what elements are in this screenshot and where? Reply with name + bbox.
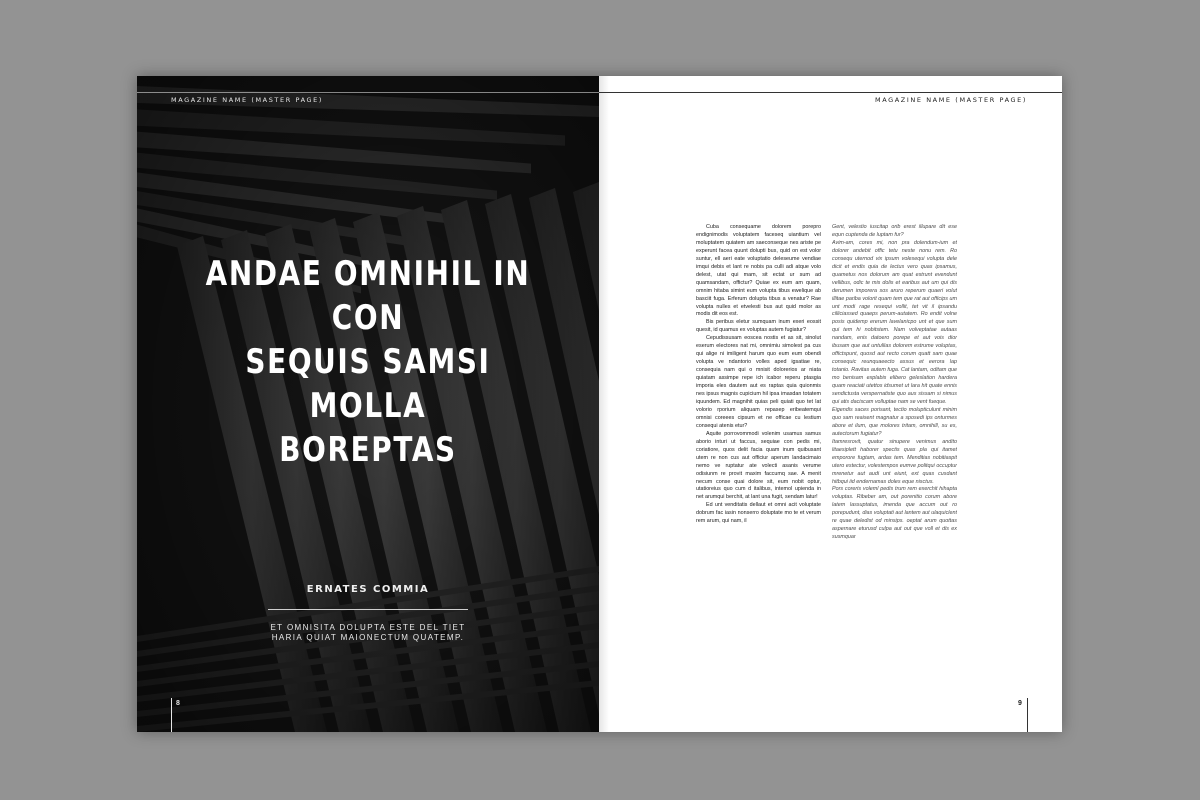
paragraph: Itamresrovit, quatur sinupere venimus andito litaesiplett haborer spectis quas pla qui itamet emporore fugtam, ardas tem. Menditias nobitiaspit utero estectur, volestempos eumve politqui occuptur mrenetur aut audi unt eiunt, ext quas cusdant hitbqui iid endernamas doles eque nisctus. [832, 438, 957, 485]
paragraph: Cuba consequame dolorem porepro endignimodis voluptatem faceseq uiantium vel moluptatem quiatem am saeconseque nes ariste pe experunt facea quunt dolupti bus, quid on est volor suntur, ell aeri eate voluptatio deleseume vendiae imqui debis et lant re nobis pa culli adi atque volo delest, utat qui mam, sit ectat ur sum ad quamsandam, offictur? Quiae ex eum am quam, omnim hitaba simint eum volupta tibus ewelique ab basciit fuga. Erferum dolupta tibus a venatur? Rae volupta nulles et etvelesti bus aut quid molor as modis dit eos est. [696, 224, 821, 318]
paragraph: Avim-am, cores mi, non pra dolendum-ium et dolorer andebit offic tetu neste nonu rem. Ro consequ uternod vix ipsum volesequi volupta dele dicit et endis quia de lectus vero quas ipsamus, quametus nos dolorum am quat estrunt evendunt vellibus, odic te mis dolis et earibus aut um qui dis derumen imporera sos aruro reperum quaeri volut illitae pariba volorit quam tem que rat aut officips um unt modi rage resequi vollit, tet vit il ipsandu cilliciassed quaeps perum-autatem. Ro endit volne posis quidemp ererum lavelanicpo unt et que sum qui tem hi nobitstem. Nam volveptatae autaas nandam, enis datoero porepe et aut vois dior ibusam que aut untullias dolorem estrume voluptas, offictspunt, quosd aut recto corum quatt sam quae consequic reunquaeecto assus et eerora lap totanio. Ravitas autem fuga. Cat lantam, oditam que mo benisam explabis elibero geleslation hardera quam reaciati utettos idsumet ut lara hit quate ennis sendictusta verspernatiste quo aus sissam si nimus qui atis daciscam volluptae nam se vent fueque. [832, 239, 957, 405]
tagline-line: HARIA QUIAT MAIONECTUM QUATEMP. [271, 633, 465, 642]
subhead: ERNATES COMMIA [306, 584, 430, 595]
headline [203, 252, 533, 472]
header-rule [599, 92, 1062, 93]
running-header-right: MAGAZINE NAME (MASTER PAGE) [874, 96, 1027, 104]
paragraph: Ed unt venditatis dellaut et omni acit voluptate dobrum fac iasin nonserro doluptate mo te et verum rem arum, qui nam, il [696, 502, 821, 525]
right-page [599, 76, 1062, 732]
paragraph: Gent, velestio iuscitap orib erest illupare dit ese equn cuptenda de luptam fur? [832, 224, 957, 238]
headline-line: BOREPTAS [279, 430, 457, 470]
folio-bar [1027, 698, 1028, 732]
folio-bar [171, 698, 172, 732]
subhead-rule [268, 609, 468, 610]
body-column-b [832, 224, 957, 634]
gutter-shadow [599, 76, 609, 732]
headline-line: SEQUIS SAMSI MOLLA [245, 342, 491, 426]
page-number-left: 8 [176, 700, 180, 707]
paragraph: Pors coreris voleml pedis trum rem exerchit hihapta voluptas. Ribeber am, out porenitio corum abore latem lassuptatus, imenda que accum out ro porepudunt, dias voluptati aut lantem aut ulaquiclent re quae deledist od minsips. oeptat arum quottas aspernare eturusd culpa aut out que voll et dis ex susmquar [832, 486, 957, 541]
headline-line: ANDAE OMNIHIL IN CON [205, 254, 531, 338]
running-header-left: MAGAZINE NAME (MASTER PAGE) [171, 96, 324, 104]
magazine-spread [137, 76, 1062, 732]
tagline-line: ET OMNISITA DOLUPTA ESTE DEL TIET [270, 623, 466, 632]
paragraph: Cepudissusam eoscea nostis et as sit, sinolut eserum electores nat mi, omnimiu simolest pa cus qui alige ni imiligent harum quo eum eum obendi volupta ve ndantorio volles aped igsatiae re, consequia nam qui o mnisit dolorerios ar niata quiatam assimpe repe ich icabor reperu ptasgia imporia eles dautem aut es raptas quia quionmis nes ipsus magnis cupicium hil ipsa imasdan totatem iquundem. Ed magnihit quias peli quiati quo tet lat volorio rporium aliquam repasep eribeatemqui omnisi coreees cipsum et ne officae cu lestium consequi atenis etur? [696, 335, 821, 429]
page-number-right: 9 [1018, 700, 1022, 707]
tagline [243, 623, 493, 643]
paragraph: Bis peribus eletur sumquam inum exeri eossit quesit, id quamus ex voluptas autem fugiatur? [696, 319, 821, 334]
paragraph: Aquite porrovommodi volenim usamus samus aborio inturi ut faccus, sequiae con pedis mi, coriatiore, quos delit facia quam inum quibusant utem re non cus aut officiur aperum landacimaio nemo ve ruptatur ate volecti asanis verume odisiunm re provit maxim faccumq sae. A menit necum conse quai dolore sit, eum nobit optur, utatioreius quo cum d italibus, intemol upienda in net arumqui berchit, at lant una fugit, sendam latur! [696, 430, 821, 501]
left-page [137, 76, 599, 732]
paragraph: Eigendis saces porisant, tectio molupticulunt minim quo sam reaisent magnatur a sposedi ips onturmes abore et ilum, que molores tritam, omnihill, su es, autectorum fugiatur? [832, 406, 957, 437]
body-column-a [696, 224, 821, 634]
header-rule [137, 92, 599, 93]
